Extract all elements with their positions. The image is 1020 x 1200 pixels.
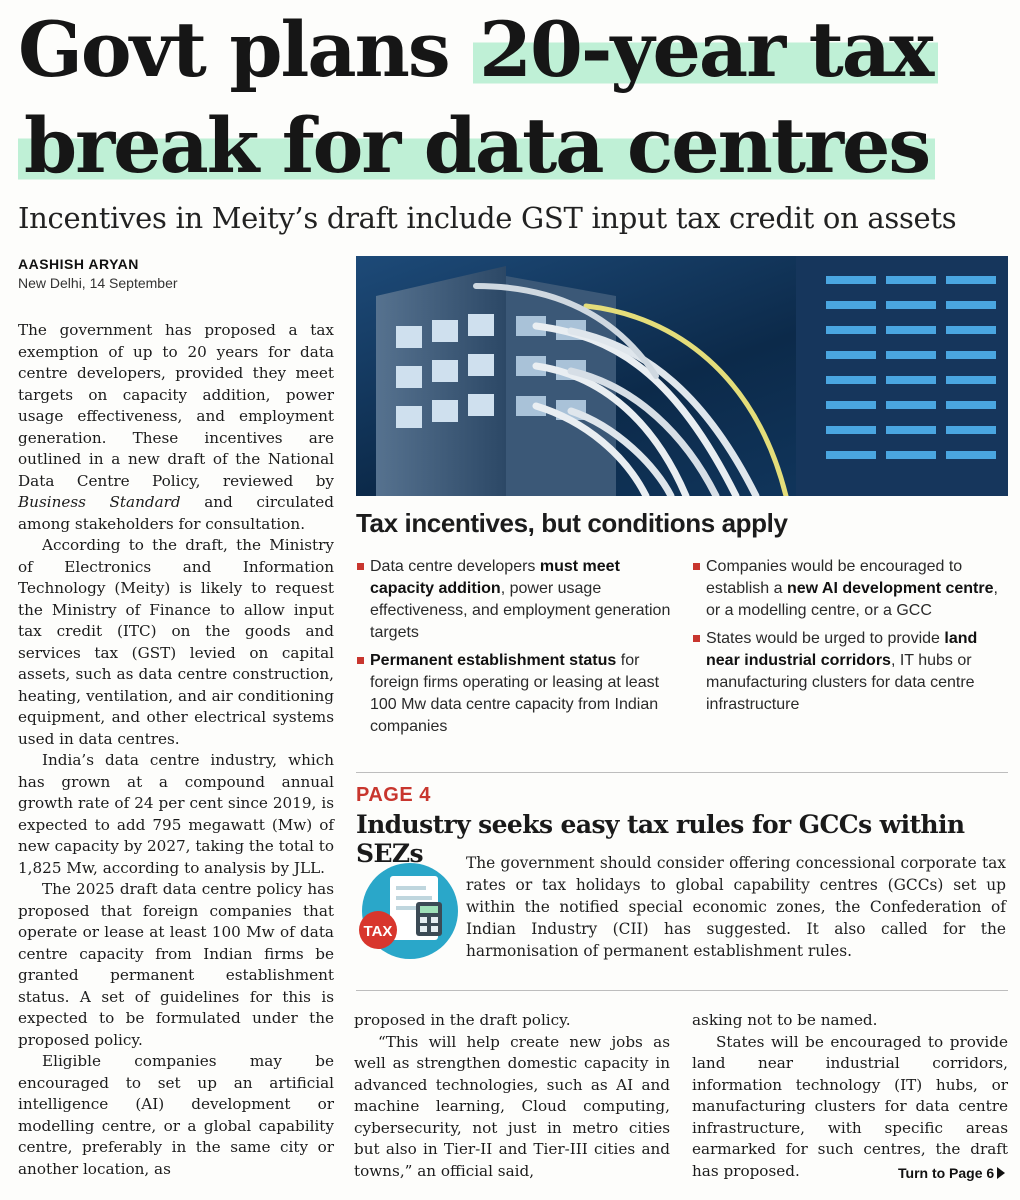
play-arrow-icon [997,1167,1005,1179]
bullet-text: for foreign firms operating or leasing at least 100 Mw data centre capacity from Indian companies [370,652,660,735]
bullet-text: , power usage effectiveness, and employment generation targets [370,580,671,641]
article-text: and circulated among stakeholders for consultation. [18,493,334,533]
factbox-title: Tax incentives, but conditions apply [356,508,788,538]
tax-calculator-icon [350,856,460,966]
data-centre-photo [356,256,1008,496]
article-paragraph: proposed in the draft policy. [354,1011,571,1029]
headline [18,2,1008,194]
article-paragraph: According to the draft, the Ministry of Electronics and Information Technology (Meity) is likely to request the Ministry of Finance to allow input tax credit (ITC) on the goods and services tax (GST) levied on capital assets, such as data centre construction, heating, ventilation, and air conditioning equipment, and other electrical systems used in data centres. [18,536,334,748]
section-divider [356,990,1008,991]
article-paragraph: “This will help create new jobs as well as strengthen domestic capacity in advanced technologies, such as AI and machine learning, Cloud computing, cybersecurity, not just in metro cities but also in Tier-II and Tier-III cities and towns,” an official said, [354,1032,670,1180]
turn-label: Turn to Page 6 [898,1165,995,1181]
bullet-bold: new AI development centre [786,580,994,597]
article-paragraph: asking not to be named. [692,1011,878,1029]
headline-line1-plain: Govt plans [18,5,474,94]
turn-to-page-link[interactable] [898,1165,1005,1181]
bullet-bold: land near industrial corridors [706,630,978,669]
headline-line1-highlight: 20-year tax [473,5,938,94]
section-divider [356,772,1008,773]
server-cables-image [356,256,1008,496]
factbox-bullet [692,628,1008,716]
tax-icon-text: TAX [363,923,393,940]
article-paragraph: Eligible companies may be encouraged to set up an artificial intelligence (AI) development or modelling centre, or a global capability centre, preferably in the same city or another location, as [18,1052,334,1178]
page-ref-summary: The government should consider offering concessional corporate tax rates or tax holidays to global capability centres (GCCs) set up within the notified special economic zones, the Confederation of Indian Industry (CII) has suggested. It also called for the harmonisation of permanent establishment rules. [466,854,1006,960]
article-column-1 [18,320,334,1180]
headline-line2-highlight: break for data centres [18,101,935,190]
author-name: AASHISH ARYAN [18,256,139,272]
factbox-list-right [692,556,1008,722]
factbox-bullet [356,556,676,644]
bullet-bold: Permanent establishment status [370,652,617,669]
article-paragraph: States will be encouraged to provide land near industrial corridors, information technology (IT) hubs, or manufacturing clusters for data centre infrastructure, with specific areas earmarked for such centres, the draft has proposed. [692,1032,1008,1180]
publication-name: Business Standard [18,493,181,511]
dateline: New Delhi, 14 September [18,275,178,291]
article-paragraph: The 2025 draft data centre policy has proposed that foreign companies that operate or lease at least 100 Mw of data centre capacity from Indian firms be granted permanent establishment status. A set of guidelines for this is expected to be formulated under the proposed policy. [18,880,334,1049]
bullet-text: , or a modelling centre, or a GCC [706,580,998,619]
page-ref-headline: Industry seeks easy tax rules for GCCs within SEZs [356,810,965,868]
factbox-list-left [356,556,676,744]
bullet-text: , IT hubs or manufacturing clusters for data centre infrastructure [706,652,975,713]
bullet-text: Companies would be encouraged to establish a [706,558,963,597]
page-ref-label: PAGE 4 [356,784,431,806]
article-paragraph [18,320,334,535]
bullet-text: States would be urged to provide [706,630,945,647]
bullet-text: Data centre developers [370,558,540,575]
article-column-2 [354,1010,670,1182]
article-column-3 [692,1010,1008,1182]
article-paragraph: India’s data centre industry, which has grown at a compound annual growth rate of 24 per cent since 2019, is expected to add 795 megawatt (Mw) of new capacity by 2027, taking the total to 1,825 Mw, according to analysis by JLL. [18,751,334,877]
factbox-bullet [356,650,676,738]
subheadline: Incentives in Meity’s draft include GST input tax credit on assets [18,201,957,235]
bullet-bold: must meet capacity addition [370,558,620,597]
factbox-bullet [692,556,1008,622]
byline [18,256,348,291]
article-text: The government has proposed a tax exemption of up to 20 years for data centre developers, provided they meet targets on capacity addition, power usage effectiveness, and employment generation. These incentives are outlined in a new draft of the National Data Centre Policy, reviewed by [18,321,334,490]
